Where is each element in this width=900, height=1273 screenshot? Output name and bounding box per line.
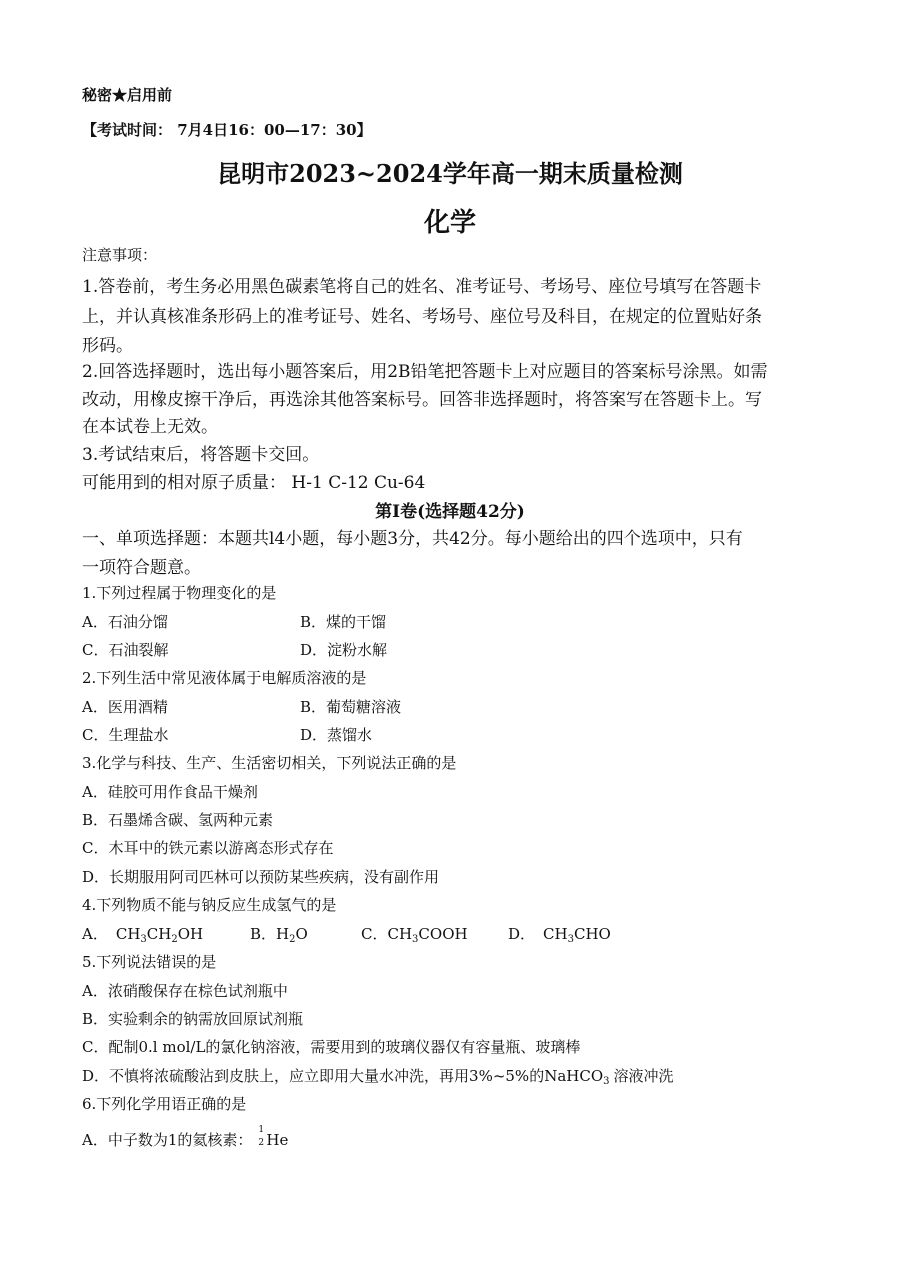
question-2-option-c: C．生理盐水	[82, 726, 169, 744]
question-6-option-a	[82, 1125, 289, 1150]
note-1-line-1: 1.答卷前，考生务必用黑色碳素笔将自己的姓名、准考证号、考场号、座位号填写在答题卡	[82, 277, 762, 297]
nuclide-symbol: He	[266, 1131, 289, 1149]
nuclide-atomic-number: 2	[258, 1138, 265, 1148]
question-1-option-c: C．石油裂解	[82, 641, 169, 659]
question-4-option-a-subscript-2: 2	[171, 934, 178, 945]
question-4-option-c-subscript-1: 3	[412, 934, 419, 945]
section-instruction-line-1: 一、单项选择题：本题共l4小题，每小题3分，共42分。每小题给出的四个选项中，只有	[82, 529, 743, 549]
question-3-option-d: D．长期服用阿司匹林可以预防某些疾病，没有副作用	[82, 868, 440, 886]
note-3: 3.考试结束后，将答题卡交回。	[82, 445, 320, 465]
question-3-stem: 3.化学与科技、生产、生活密切相关，下列说法正确的是	[82, 754, 457, 772]
question-4-option-b-label: B．	[250, 925, 277, 943]
question-5-stem: 5.下列说法错误的是	[82, 953, 217, 971]
question-4-option-d	[508, 923, 611, 944]
question-5-option-c: C．配制0.l mol/L的氯化钠溶液，需要用到的玻璃仪器仅有容量瓶、玻璃棒	[82, 1038, 581, 1056]
question-4-option-b-subscript-1: 2	[289, 934, 296, 945]
question-5-option-b: B．实验剩余的钠需放回原试剂瓶	[82, 1010, 304, 1028]
question-5-option-d-subscript: 3	[603, 1076, 610, 1087]
question-2-option-b: B．葡萄糖溶液	[300, 698, 402, 716]
question-4-option-c-formula-part-1: CH	[387, 925, 413, 943]
note-2-line-2: 改动，用橡皮擦干净后，再选涂其他答案标号。回答非选择题时，将答案写在答题卡上。写	[82, 390, 762, 410]
note-1-line-3: 形码。	[82, 336, 133, 356]
question-4-option-d-formula-part-1: CH	[543, 925, 568, 943]
question-4-option-b-formula-part-2: O	[295, 925, 308, 943]
note-2-line-3: 在本试卷上无效。	[82, 417, 218, 437]
atomic-masses: 可能用到的相对原子质量： H-1 C-12 Cu-64	[82, 473, 426, 493]
question-4-option-a-label: A．	[82, 925, 108, 943]
question-5-option-d	[82, 1065, 674, 1086]
question-4-option-a-formula-part-2: CH	[146, 925, 172, 943]
question-1-option-b: B．煤的干馏	[300, 613, 387, 631]
question-4-option-c	[361, 923, 468, 944]
nuclide-notation	[256, 1125, 266, 1149]
question-5-option-a: A．浓硝酸保存在棕色试剂瓶中	[82, 982, 288, 1000]
question-4-option-a	[82, 923, 203, 944]
note-1-line-2: 上，并认真核准条形码上的准考证号、姓名、考场号、座位号及科目，在规定的位置贴好条	[82, 307, 762, 327]
question-4-option-b	[250, 923, 308, 944]
question-4-option-d-label: D．	[508, 925, 536, 943]
secret-label: 秘密★启用前	[82, 86, 173, 104]
question-1-option-d: D．淀粉水解	[300, 641, 388, 659]
subject-title: 化学	[423, 208, 476, 238]
question-4-option-d-subscript-1: 3	[567, 934, 574, 945]
question-1-option-a: A．石油分馏	[82, 613, 168, 631]
question-4-option-d-formula-part-2: CHO	[573, 925, 611, 943]
exam-time: 【考试时间： 7月4日16：00—17：30】	[82, 121, 372, 139]
question-3-option-a: A．硅胶可用作食品干燥剂	[82, 783, 258, 801]
question-4-option-b-formula-part-1: H	[276, 925, 290, 943]
question-4-option-a-subscript-1: 3	[140, 934, 147, 945]
question-4-stem: 4.下列物质不能与钠反应生成氢气的是	[82, 896, 337, 914]
question-3-option-c: C．木耳中的铁元素以游离态形式存在	[82, 839, 334, 857]
question-1-stem: 1.下列过程属于物理变化的是	[82, 584, 277, 602]
question-4-option-a-formula-part-3: OH	[177, 925, 204, 943]
question-6-stem: 6.下列化学用语正确的是	[82, 1095, 247, 1113]
question-5-option-d-text: D．不慎将浓硫酸沾到皮肤上，应立即用大量水冲洗，再用3%~5%的NaHCO	[82, 1067, 604, 1085]
question-3-option-b: B．石墨烯含碳、氢两种元素	[82, 811, 274, 829]
question-4-option-c-label: C．	[361, 925, 388, 943]
notes-heading: 注意事项：	[82, 246, 158, 264]
page-title: 昆明市2023~2024学年高一期末质量检测	[217, 159, 683, 188]
section-title: 第I卷(选择题42分)	[375, 502, 525, 522]
question-4-option-c-formula-part-2: COOH	[418, 925, 468, 943]
question-2-option-a: A．医用酒精	[82, 698, 168, 716]
question-2-stem: 2.下列生活中常见液体属于电解质溶液的是	[82, 669, 367, 687]
section-instruction-line-2: 一项符合题意。	[82, 558, 201, 578]
nuclide-mass-number: 1	[258, 1125, 265, 1135]
question-5-option-d-text-end: 溶液冲洗	[613, 1067, 674, 1085]
question-2-option-d: D．蒸馏水	[300, 726, 373, 744]
note-2-line-1: 2.回答选择题时，选出每小题答案后，用2B铅笔把答题卡上对应题目的答案标号涂黑。如需	[82, 362, 768, 382]
question-6-option-a-text: A．中子数为1的氦核素：	[82, 1131, 253, 1149]
question-4-option-a-formula-part-1: CH	[115, 925, 141, 943]
